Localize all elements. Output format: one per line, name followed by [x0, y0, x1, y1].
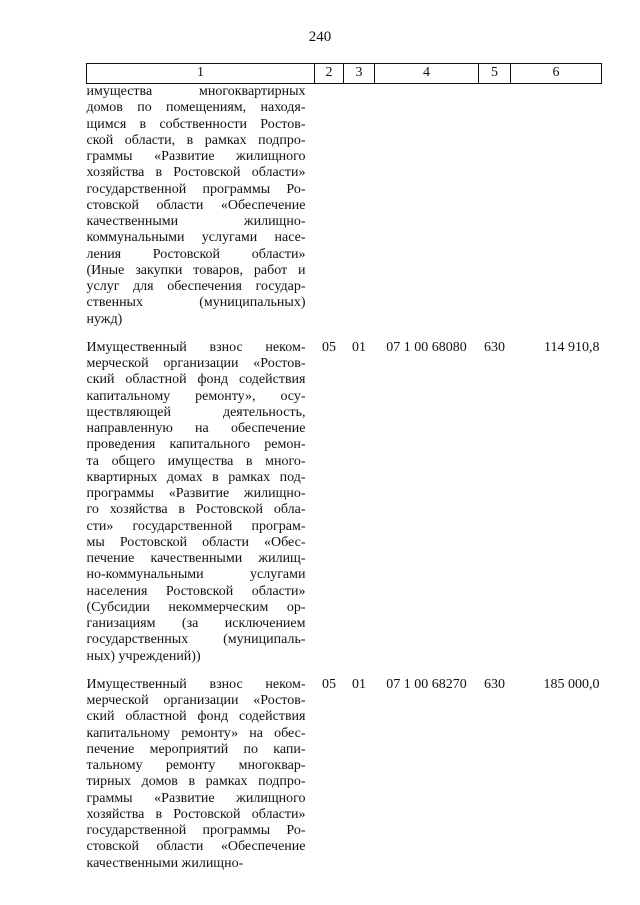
description-line: качественными жилищно-	[86, 855, 244, 871]
table-header-row	[87, 64, 602, 84]
description-line: коммунальными услугами насе-	[86, 230, 306, 246]
description-line: ления Ростовской области»	[86, 246, 306, 262]
description-line: проведения капитального ремон-	[86, 437, 306, 453]
description-line: щимся в собственности Ростов-	[86, 116, 306, 132]
row-section-code: 05	[322, 676, 336, 692]
row-expense-type	[479, 84, 511, 328]
description-line: государственных (муниципаль-	[86, 632, 306, 648]
description-line: ществляющей деятельность,	[86, 404, 306, 420]
row-expense-type: 630	[484, 676, 505, 692]
description-line: сти» государственной програм-	[86, 518, 306, 534]
description-line: тальному ремонту многоквар-	[86, 758, 306, 773]
description-line: мерческой организации «Ростов-	[86, 356, 306, 371]
description-line: хозяйства в Ростовской области»	[86, 165, 306, 181]
description-line: хозяйства в Ростовской области»	[86, 806, 306, 822]
description-line: Имущественный взнос неком-	[86, 676, 306, 692]
description-line: государственной программы Ро-	[86, 181, 306, 197]
description-line: мерческой организации «Ростов-	[86, 693, 306, 708]
description-line: (Иные закупки товаров, работ и	[86, 262, 306, 278]
description-line: имущества многоквартирных	[86, 84, 306, 99]
description-line: ных) учреждений))	[86, 648, 201, 664]
column-header-4: 4	[375, 64, 479, 84]
description-line: стовской области «Обеспечение	[86, 197, 306, 213]
row-amount: 185 000,0	[543, 676, 600, 692]
description-line: ганизациям (за исключением	[86, 616, 306, 631]
row-amount: 114 910,8	[544, 339, 600, 355]
description-line: Имущественный взнос неком-	[86, 339, 306, 355]
table-row	[87, 340, 602, 665]
description-line: но-коммунальными услугами	[86, 567, 306, 583]
description-line: капитальному ремонту», осу-	[86, 388, 306, 404]
description-line: услуг для обеспечения государ-	[86, 279, 306, 294]
row-subsection-code: 01	[352, 676, 366, 692]
row-target-article	[375, 84, 479, 328]
column-header-6: 6	[511, 64, 602, 84]
column-header-3: 3	[344, 64, 375, 84]
description-line: домов по помещениям, находя-	[86, 100, 306, 116]
row-target-article: 07 1 00 68270	[386, 676, 467, 692]
description-line: граммы «Развитие жилищного	[86, 149, 306, 164]
description-line: тирных домов в рамках подпро-	[86, 774, 306, 790]
row-description	[87, 677, 315, 872]
table-row	[87, 677, 602, 872]
row-amount	[511, 84, 602, 328]
page-number: 240	[308, 29, 332, 45]
row-section-code: 05	[322, 339, 336, 355]
description-line: ский областной фонд содействия	[86, 709, 306, 725]
description-line: мы Ростовской области «Обес-	[86, 534, 306, 550]
description-line: нужд)	[86, 311, 123, 327]
description-line: квартирных домах в рамках под-	[86, 469, 306, 485]
description-line: направленную на обеспечение	[86, 421, 306, 436]
row-spacer	[87, 328, 602, 340]
description-line: программы «Развитие жилищно-	[86, 486, 306, 501]
description-line: стовской области «Обеспечение	[86, 839, 306, 855]
description-line: та общего имущества в много-	[86, 453, 306, 469]
budget-table	[86, 63, 602, 872]
row-description	[87, 84, 315, 328]
description-line: населения Ростовской области»	[86, 583, 306, 599]
description-line: государственной программы Ро-	[86, 823, 306, 838]
description-line: ский областной фонд содействия	[86, 372, 306, 388]
description-line: печение мероприятий по капи-	[86, 741, 306, 757]
row-target-article: 07 1 00 68080	[386, 339, 467, 355]
column-header-1: 1	[87, 64, 315, 84]
row-description	[87, 340, 315, 665]
row-subsection-code: 01	[352, 339, 366, 355]
row-section-code	[315, 84, 344, 328]
table-row	[87, 84, 602, 328]
column-header-2: 2	[315, 64, 344, 84]
description-line: качественными жилищно-	[86, 214, 306, 229]
description-line: ственных (муниципальных)	[86, 295, 306, 311]
description-line: го хозяйства в Ростовской обла-	[86, 502, 306, 518]
row-expense-type: 630	[484, 339, 505, 355]
description-line: граммы «Развитие жилищного	[86, 790, 306, 806]
description-line: печение качественными жилищ-	[86, 551, 306, 566]
row-spacer	[87, 665, 602, 677]
column-header-5: 5	[479, 64, 511, 84]
description-line: (Субсидии некоммерческим ор-	[86, 599, 306, 615]
description-line: ской области, в рамках подпро-	[86, 132, 306, 148]
row-subsection-code	[344, 84, 375, 328]
description-line: капитальному ремонту» на обес-	[86, 725, 306, 741]
